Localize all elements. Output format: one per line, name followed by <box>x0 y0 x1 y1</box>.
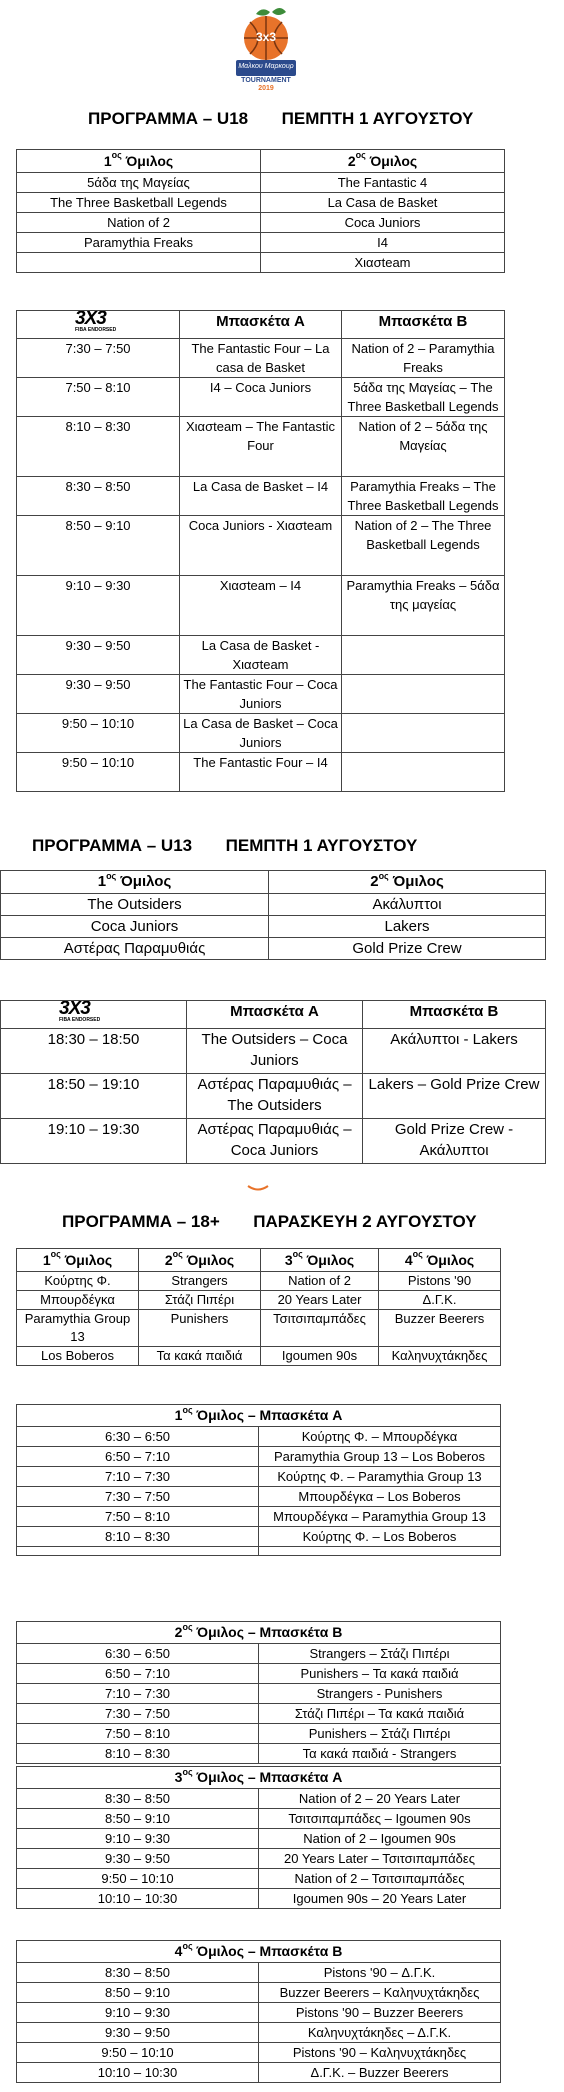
u13-group-2-team: Gold Prize Crew <box>269 938 546 960</box>
table-row <box>1 1029 546 1074</box>
adult-group-2-header <box>139 1249 261 1272</box>
time-slot: 18:30 – 18:50 <box>1 1029 187 1074</box>
table-row <box>17 1427 501 1447</box>
group-label: Όμιλος <box>302 1252 355 1268</box>
u13-group-2-header: $2^{o\varsigma}$ Όμιλος <box>269 871 546 894</box>
group-number: 2 <box>174 1624 183 1640</box>
table-row <box>17 1487 501 1507</box>
time-slot: 8:30 – 8:50 <box>17 1963 259 1983</box>
adult-group-4-team: Δ.Γ.Κ. <box>379 1291 501 1310</box>
table-row <box>17 1272 501 1291</box>
u18-schedule-body <box>17 339 505 792</box>
time-slot: 8:30 – 8:50 <box>17 477 180 516</box>
table-row <box>17 1869 501 1889</box>
adult-group-1-team: Paramythia Group 13 <box>17 1310 139 1347</box>
court-a-match: La Casa de Basket – I4 <box>180 477 342 516</box>
court-b-match: Gold Prize Crew - Ακάλυπτοι <box>363 1119 546 1164</box>
u18-groups-table <box>16 149 505 273</box>
match: Punishers – Στάζι Πιπέρι <box>259 1724 501 1744</box>
time-slot: 9:50 – 10:10 <box>17 753 180 792</box>
time-slot: 8:50 – 9:10 <box>17 516 180 576</box>
table-row <box>1 1074 546 1119</box>
time-slot: 7:50 – 8:10 <box>17 1507 259 1527</box>
table-row <box>17 1310 501 1347</box>
table-row <box>17 378 505 417</box>
time-slot: 9:30 – 9:50 <box>17 636 180 675</box>
table-row <box>17 173 505 193</box>
adult-group-3-team: 20 Years Later <box>261 1291 379 1310</box>
match: 20 Years Later – Τσιτσιπαμπάδες <box>259 1849 501 1869</box>
adult-group-4-team: Καλην​υχτάκηδες <box>379 1347 501 1366</box>
group-number: 1 <box>42 1252 51 1268</box>
time-slot: 9:50 – 10:10 <box>17 714 180 753</box>
court-a-match: The Fantastic Four – Coca Juniors <box>180 675 342 714</box>
u13-group-1-team: Coca Juniors <box>1 916 269 938</box>
match: Τα κακά παιδιά - Strangers <box>259 1744 501 1764</box>
match: Κούρτης Φ. – Μπουρδέγκα <box>259 1427 501 1447</box>
match: Pistons '90 – Buzzer Beerers <box>259 2003 501 2023</box>
table-row <box>17 1644 501 1664</box>
time-slot: 9:30 – 9:50 <box>17 2023 259 2043</box>
time-slot: 8:10 – 8:30 <box>17 1527 259 1547</box>
table-row <box>17 2043 501 2063</box>
time-slot: 6:50 – 7:10 <box>17 1664 259 1684</box>
u18-group-1-team: 5άδα της Μαγείας <box>17 173 261 193</box>
u18-group-2-team: La Casa de Basket <box>261 193 505 213</box>
time-slot: 7:30 – 7:50 <box>17 339 180 378</box>
fiba-3x3-logo-2: 3X3 FIBA ENDORSED <box>1 1001 187 1029</box>
u13-schedule-body <box>1 1029 546 1164</box>
table-row <box>17 1347 501 1366</box>
group-label: Όμιλος <box>422 1252 475 1268</box>
group-2-court-b-table <box>16 1621 501 1764</box>
adult-group-4-team: Buzzer Beerers <box>379 1310 501 1347</box>
group-label: Όμιλος – Μπασκέτα A <box>192 1407 343 1423</box>
group-title-row <box>17 1941 501 1963</box>
time-slot: 9:50 – 10:10 <box>17 2043 259 2063</box>
time-slot: 8:30 – 8:50 <box>17 1789 259 1809</box>
group-suffix: ος <box>292 1249 303 1259</box>
court-a-match: Αστέρας Παραμυθιάς – Coca Juniors <box>187 1119 363 1164</box>
group-1-title <box>17 1405 501 1427</box>
time-slot: 7:10 – 7:30 <box>17 1684 259 1704</box>
court-b-match <box>342 753 505 792</box>
u18-group-1-header: $1^{o\varsigma}$ Όμιλος <box>17 150 261 173</box>
court-b-match <box>342 675 505 714</box>
court-b-match: Nation of 2 – 5άδα της Μαγείας <box>342 417 505 477</box>
group-suffix: ος <box>50 1249 61 1259</box>
court-b-match: Paramythia Freaks – The Three Basketball Legends <box>342 477 505 516</box>
adult-groups-table <box>16 1248 501 1366</box>
adult-group-1-team: Κούρτης Φ. <box>17 1272 139 1291</box>
u18-groups-body <box>17 173 505 273</box>
match: Nation of 2 – Igoumen 90s <box>259 1829 501 1849</box>
time-slot: 9:10 – 9:30 <box>17 2003 259 2023</box>
match: Buzzer Beerers – Καλην​υχτάκηδες <box>259 1983 501 2003</box>
table-row <box>17 1983 501 2003</box>
adult-date: ΠΑΡΑΣΚΕΥΗ 2 ΑΥΓΟΥΣΤΟΥ <box>253 1212 477 1231</box>
adult-group-2-team: Στάζι Πιπέρι <box>139 1291 261 1310</box>
court-a-match: Χιασteam – The Fantastic Four <box>180 417 342 477</box>
adult-group-3-team: Igoumen 90s <box>261 1347 379 1366</box>
time-slot: 7:30 – 7:50 <box>17 1704 259 1724</box>
court-b-match: Nation of 2 – The Three Basketball Legends <box>342 516 505 576</box>
u18-group-1-team: The Three Basketball Legends <box>17 193 261 213</box>
group-suffix: ος <box>182 1622 193 1632</box>
group-number: 1 <box>174 1407 183 1423</box>
table-row <box>17 1447 501 1467</box>
time-slot: 10:10 – 10:30 <box>17 1889 259 1909</box>
match: Pistons '90 – Καλην​υχτάκηδες <box>259 2043 501 2063</box>
time-slot: 9:10 – 9:30 <box>17 576 180 636</box>
adult-group-4-header <box>379 1249 501 1272</box>
time-slot: 7:50 – 8:10 <box>17 378 180 417</box>
group-suffix: ος <box>172 1249 183 1259</box>
u13-group-2-team: Ακάλυπτοι <box>269 894 546 916</box>
court-a-match: Coca Juniors - Χιασteam <box>180 516 342 576</box>
u18-title: ΠΡΟΓΡΑΜΜΑ – U18 <box>88 109 249 128</box>
section-divider-icon <box>246 1180 270 1190</box>
u18-group-2-team: Coca Juniors <box>261 213 505 233</box>
group-suffix: ος <box>182 1405 193 1415</box>
table-row <box>17 516 505 576</box>
table-row <box>17 1291 501 1310</box>
group-3-court-a-table <box>16 1766 501 1909</box>
u18-date: ΠΕΜΠΤΗ 1 ΑΥΓΟΥΣΤΟΥ <box>281 109 474 128</box>
group-suffix: ος <box>182 1941 193 1951</box>
adult-group-2-team: Strangers <box>139 1272 261 1291</box>
match: Στάζι Πιπέρι – Τα κακά παιδιά <box>259 1704 501 1724</box>
match: Τσιτσιπαμπάδες – Igoumen 90s <box>259 1809 501 1829</box>
court-b-match <box>342 714 505 753</box>
time-slot: 9:10 – 9:30 <box>17 1829 259 1849</box>
table-row <box>17 193 505 213</box>
table-row <box>17 477 505 516</box>
logo-line-3: 2019 <box>258 85 274 92</box>
u18-title-row <box>88 109 473 129</box>
table-row <box>17 1724 501 1744</box>
adult-group-1-header <box>17 1249 139 1272</box>
group-title-row <box>17 1622 501 1644</box>
court-b-match: 5άδα της Μαγείας – The Three Basketball Legends <box>342 378 505 417</box>
u18-group-2-team: Χιασteam <box>261 253 505 273</box>
table-row <box>17 1963 501 1983</box>
table-row <box>17 2003 501 2023</box>
table-row <box>1 938 546 960</box>
logo-badge: 3x3 <box>255 30 277 44</box>
table-row <box>17 576 505 636</box>
time-slot: 6:30 – 6:50 <box>17 1644 259 1664</box>
u18-court-a-header: Μπασκέτα A <box>180 311 342 339</box>
u18-group-2-team: I4 <box>261 233 505 253</box>
table-row <box>17 675 505 714</box>
time-slot: 9:30 – 9:50 <box>17 1849 259 1869</box>
adult-title-row <box>62 1212 477 1232</box>
table-row <box>17 1467 501 1487</box>
table-row <box>17 2063 501 2083</box>
table-row <box>17 1849 501 1869</box>
table-row <box>17 1889 501 1909</box>
u13-court-a-header: Μπασκέτα A <box>187 1001 363 1029</box>
group-suffix: ος <box>182 1767 193 1777</box>
tournament-logo <box>226 4 306 96</box>
table-row <box>17 417 505 477</box>
court-b-match <box>342 636 505 675</box>
table-row <box>17 1684 501 1704</box>
time-slot: 7:50 – 8:10 <box>17 1724 259 1744</box>
fiba-3x3-logo: 3X3 FIBA ENDORSED <box>17 311 180 339</box>
court-a-match: La Casa de Basket - Χιασteam <box>180 636 342 675</box>
group-2-title <box>17 1622 501 1644</box>
group-4-court-b-table <box>16 1940 501 2083</box>
table-row <box>17 1507 501 1527</box>
u18-group-2-team: The Fantastic 4 <box>261 173 505 193</box>
group-label: Όμιλος – Μπασκέτα B <box>192 1624 343 1640</box>
court-a-match: The Fantastic Four – La casa de Basket <box>180 339 342 378</box>
u18-group-1-team: Paramythia Freaks <box>17 233 261 253</box>
court-b-match: Paramythia Freaks – 5άδα της μαγείας <box>342 576 505 636</box>
table-row <box>17 1789 501 1809</box>
table-row <box>1 916 546 938</box>
match: Nation of 2 – 20 Years Later <box>259 1789 501 1809</box>
u13-group-1-header: $1^{o\varsigma}$ Όμιλος <box>1 871 269 894</box>
time-slot: 9:50 – 10:10 <box>17 1869 259 1889</box>
court-a-match: The Outsiders – Coca Juniors <box>187 1029 363 1074</box>
table-row <box>17 753 505 792</box>
adult-group-3-team: Τσιτσιπαμπάδες <box>261 1310 379 1347</box>
empty-cell <box>259 1547 501 1556</box>
group-1-court-a-table <box>16 1404 501 1556</box>
court-a-match: Αστέρας Παραμυθιάς – The Outsiders <box>187 1074 363 1119</box>
table-row <box>17 1704 501 1724</box>
table-row <box>1 1119 546 1164</box>
court-b-match: Nation of 2 – Paramythia Freaks <box>342 339 505 378</box>
adult-group-4-team: Pistons '90 <box>379 1272 501 1291</box>
time-slot: 8:50 – 9:10 <box>17 1809 259 1829</box>
table-row <box>17 233 505 253</box>
match: Pistons '90 – Δ.Γ.Κ. <box>259 1963 501 1983</box>
group-number: 4 <box>404 1252 413 1268</box>
u18-schedule-table <box>16 310 505 792</box>
group-title-row <box>17 1405 501 1427</box>
table-row <box>17 636 505 675</box>
logo-line-2: TOURNAMENT <box>241 77 291 84</box>
time-slot: 8:50 – 9:10 <box>17 1983 259 2003</box>
match: Punishers – Τα κακά παιδιά <box>259 1664 501 1684</box>
group-number: 4 <box>174 1943 183 1959</box>
match: Igoumen 90s – 20 Years Later <box>259 1889 501 1909</box>
court-a-match: Χιασteam – I4 <box>180 576 342 636</box>
group-suffix: ος <box>412 1249 423 1259</box>
time-slot: 8:10 – 8:30 <box>17 1744 259 1764</box>
u18-court-b-header: Μπασκέτα B <box>342 311 505 339</box>
adult-group-1-team: Μπουρδέγκα <box>17 1291 139 1310</box>
match: Strangers - Punishers <box>259 1684 501 1704</box>
table-row <box>17 714 505 753</box>
u13-group-2-team: Lakers <box>269 916 546 938</box>
match: Paramythia Group 13 – Los Boberos <box>259 1447 501 1467</box>
adult-group-3-header <box>261 1249 379 1272</box>
adult-groups-body <box>17 1272 501 1366</box>
time-slot: 10:10 – 10:30 <box>17 2063 259 2083</box>
group-number: 3 <box>284 1252 293 1268</box>
match: Strangers – Στάζι Πιπέρι <box>259 1644 501 1664</box>
match: Κούρτης Φ. – Paramythia Group 13 <box>259 1467 501 1487</box>
u13-group-1-team: The Outsiders <box>1 894 269 916</box>
table-row <box>17 1809 501 1829</box>
table-row <box>17 1527 501 1547</box>
time-slot: 19:10 – 19:30 <box>1 1119 187 1164</box>
u13-date: ΠΕΜΠΤΗ 1 ΑΥΓΟΥΣΤΟΥ <box>225 836 418 855</box>
court-a-match: The Fantastic Four – I4 <box>180 753 342 792</box>
table-row-empty <box>17 1547 501 1556</box>
court-b-match: Lakers – Gold Prize Crew <box>363 1074 546 1119</box>
match: Δ.Γ.Κ. – Buzzer Beerers <box>259 2063 501 2083</box>
logo-line-1: Μαλκου Μαρκουρ <box>238 63 294 70</box>
u18-group-1-team: Nation of 2 <box>17 213 261 233</box>
adult-title: ΠΡΟΓΡΑΜΜΑ – 18+ <box>62 1212 220 1231</box>
court-a-match: I4 – Coca Juniors <box>180 378 342 417</box>
table-row <box>17 1744 501 1764</box>
match: Μπουρδέγκα – Paramythia Group 13 <box>259 1507 501 1527</box>
u13-title-row <box>32 836 417 856</box>
group-4-title <box>17 1941 501 1963</box>
table-row <box>17 253 505 273</box>
court-b-match: Ακάλυπτοι - Lakers <box>363 1029 546 1074</box>
u13-groups-table <box>0 870 546 960</box>
u13-schedule-table <box>0 1000 546 1164</box>
table-row <box>1 894 546 916</box>
time-slot: 7:30 – 7:50 <box>17 1487 259 1507</box>
time-slot: 9:30 – 9:50 <box>17 675 180 714</box>
time-slot: 8:10 – 8:30 <box>17 417 180 477</box>
u13-court-b-header: Μπασκέτα B <box>363 1001 546 1029</box>
group-label: Όμιλος – Μπασκέτα B <box>192 1943 343 1959</box>
time-slot: 6:50 – 7:10 <box>17 1447 259 1467</box>
match: Καλην​υχτάκηδες – Δ.Γ.Κ. <box>259 2023 501 2043</box>
u13-groups-body <box>1 894 546 960</box>
u18-group-2-header: $2^{o\varsigma}$ Όμιλος <box>261 150 505 173</box>
match: Κούρτης Φ. – Los Boberos <box>259 1527 501 1547</box>
group-label: Όμιλος <box>60 1252 113 1268</box>
match: Μπουρδέγκα – Los Boberos <box>259 1487 501 1507</box>
adult-group-1-team: Los Boberos <box>17 1347 139 1366</box>
time-slot: 18:50 – 19:10 <box>1 1074 187 1119</box>
table-row <box>17 213 505 233</box>
u13-title: ΠΡΟΓΡΑΜΜΑ – U13 <box>32 836 193 855</box>
empty-cell <box>17 1547 259 1556</box>
group-title-row <box>17 1767 501 1789</box>
group-label: Όμιλος <box>182 1252 235 1268</box>
adult-groups-head <box>17 1249 501 1272</box>
table-row <box>17 1664 501 1684</box>
time-slot: 7:10 – 7:30 <box>17 1467 259 1487</box>
adult-group-2-team: Punishers <box>139 1310 261 1347</box>
court-a-match: La Casa de Basket – Coca Juniors <box>180 714 342 753</box>
adult-group-3-team: Nation of 2 <box>261 1272 379 1291</box>
time-slot: 6:30 – 6:50 <box>17 1427 259 1447</box>
group-number: 2 <box>164 1252 173 1268</box>
group-3-title <box>17 1767 501 1789</box>
adult-group-2-team: Τα κακά παιδιά <box>139 1347 261 1366</box>
u18-group-1-team <box>17 253 261 273</box>
table-row <box>17 2023 501 2043</box>
table-row <box>17 339 505 378</box>
table-row <box>17 1829 501 1849</box>
group-number: 3 <box>174 1769 183 1785</box>
group-label: Όμιλος – Μπασκέτα A <box>192 1769 343 1785</box>
match: Nation of 2 – Τσιτσιπαμπάδες <box>259 1869 501 1889</box>
u13-group-1-team: Αστέρας Παραμυθιάς <box>1 938 269 960</box>
